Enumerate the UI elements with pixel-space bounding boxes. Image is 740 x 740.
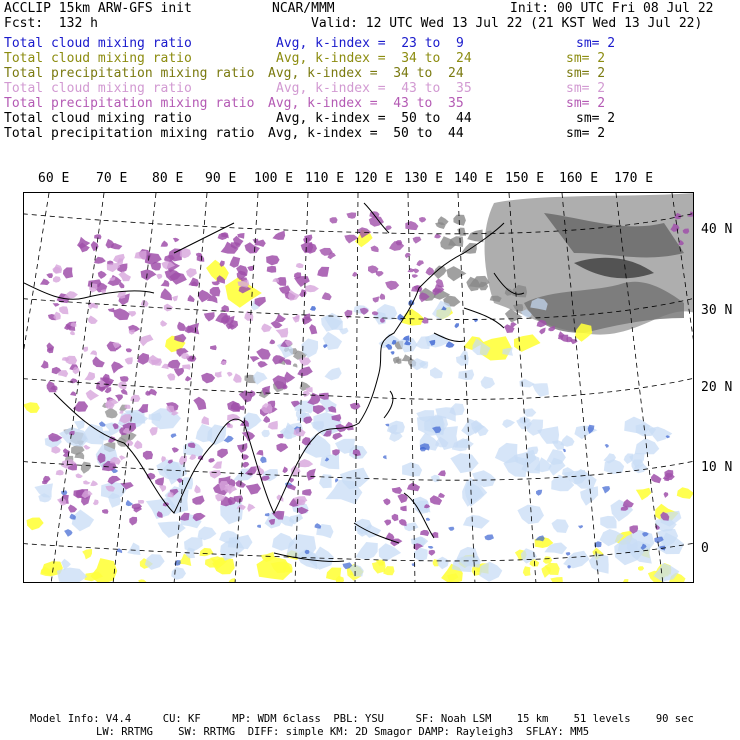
- map-panel: [23, 192, 694, 583]
- field-kindex: Avg, k-index = 43 to 35: [268, 96, 464, 111]
- field-smoothing: sm= 2: [566, 66, 606, 81]
- lat-label: 40 N: [701, 222, 733, 237]
- field-name: Total cloud mixing ratio: [4, 111, 192, 126]
- field-kindex: Avg, k-index = 50 to 44: [268, 126, 464, 141]
- lon-label: 70 E: [96, 171, 128, 186]
- field-name: Total cloud mixing ratio: [4, 51, 192, 66]
- lon-label: 90 E: [205, 171, 237, 186]
- lon-label: 120 E: [354, 171, 394, 186]
- field-smoothing: sm= 2: [576, 36, 616, 51]
- valid-time: Valid: 12 UTC Wed 13 Jul 22 (21 KST Wed 13 Jul 22): [311, 16, 703, 31]
- field-name: Total cloud mixing ratio: [4, 36, 192, 51]
- lon-label: 140 E: [454, 171, 494, 186]
- field-smoothing: sm= 2: [566, 126, 606, 141]
- field-kindex: Avg, k-index = 23 to 9: [276, 36, 464, 51]
- lon-label: 170 E: [614, 171, 654, 186]
- init-time: Init: 00 UTC Fri 08 Jul 22: [510, 1, 714, 16]
- lon-label: 110 E: [305, 171, 345, 186]
- org-label: NCAR/MMM: [272, 1, 335, 16]
- forecast-map: [24, 193, 694, 583]
- gray-cloud-field: [64, 193, 695, 474]
- lon-label: 160 E: [559, 171, 599, 186]
- lat-label: 10 N: [701, 460, 733, 475]
- lon-label: 60 E: [38, 171, 70, 186]
- lightblue-cloud-field: [34, 298, 684, 583]
- field-smoothing: sm= 2: [566, 81, 606, 96]
- field-smoothing: sm= 2: [566, 51, 606, 66]
- field-kindex: Avg, k-index = 34 to 24: [268, 66, 464, 81]
- field-name: Total precipitation mixing ratio: [4, 126, 255, 141]
- lon-label: 130 E: [404, 171, 444, 186]
- lon-label: 150 E: [505, 171, 545, 186]
- model-info-line: Model Info: V4.4 CU: KF MP: WDM 6class PBL: YSU SF: Noah LSM 15 km 51 levels 90 sec: [30, 713, 694, 725]
- field-kindex: Avg, k-index = 34 to 24: [276, 51, 472, 66]
- field-smoothing: sm= 2: [576, 111, 616, 126]
- physics-info-line: LW: RRTMG SW: RRTMG DIFF: simple KM: 2D Smagor DAMP: Rayleigh3 SFLAY: MM5: [96, 726, 590, 738]
- field-name: Total precipitation mixing ratio: [4, 96, 255, 111]
- lat-label: 20 N: [701, 380, 733, 395]
- field-name: Total cloud mixing ratio: [4, 81, 192, 96]
- lat-label: 30 N: [701, 303, 733, 318]
- field-name: Total precipitation mixing ratio: [4, 66, 255, 81]
- field-kindex: Avg, k-index = 43 to 35: [276, 81, 472, 96]
- lon-label: 100 E: [254, 171, 294, 186]
- lon-label: 80 E: [152, 171, 184, 186]
- field-kindex: Avg, k-index = 50 to 44: [276, 111, 472, 126]
- field-smoothing: sm= 2: [566, 96, 606, 111]
- lat-label: 0: [701, 541, 709, 556]
- model-title: ACCLIP 15km ARW-GFS init: [4, 1, 192, 16]
- forecast-hour: Fcst: 132 h: [4, 16, 98, 31]
